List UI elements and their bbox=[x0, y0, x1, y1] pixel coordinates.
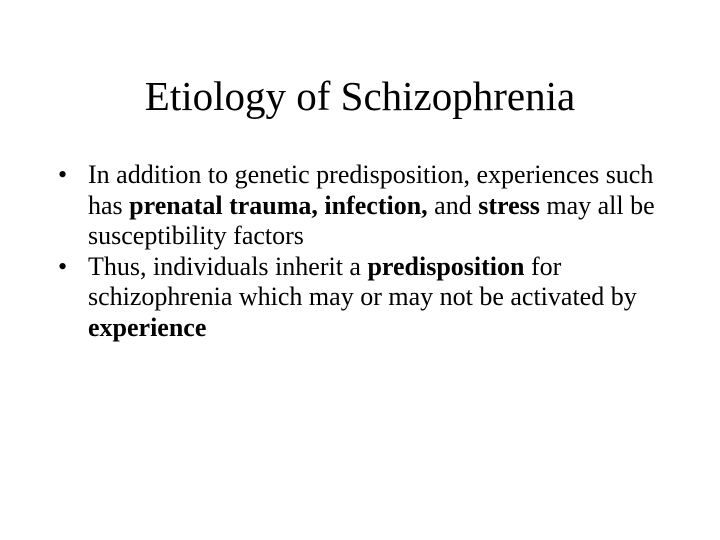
text-segment: and bbox=[427, 190, 479, 220]
emphasis-text: experience bbox=[88, 312, 207, 342]
emphasis-text: stress bbox=[478, 190, 540, 220]
bullet-item bbox=[58, 252, 678, 344]
bullet-text bbox=[88, 160, 655, 250]
text-segment: may all be susceptibility factors bbox=[88, 190, 655, 250]
bullet-list bbox=[58, 160, 678, 343]
bullet-item bbox=[58, 160, 678, 252]
text-segment: for schizophrenia which may or may not be activated by bbox=[88, 251, 637, 311]
bullet-text bbox=[88, 252, 637, 342]
bullet-dot-icon bbox=[58, 252, 80, 283]
text-segment: In addition to genetic predisposition, experiences such has bbox=[88, 160, 654, 220]
emphasis-text: predisposition bbox=[367, 251, 525, 281]
text-segment: Thus, individuals inherit a bbox=[88, 251, 368, 281]
emphasis-text: prenatal trauma, infection, bbox=[129, 190, 428, 220]
bullet-dot-icon bbox=[58, 160, 80, 191]
slide-title: Etiology of Schizophrenia bbox=[144, 73, 576, 119]
